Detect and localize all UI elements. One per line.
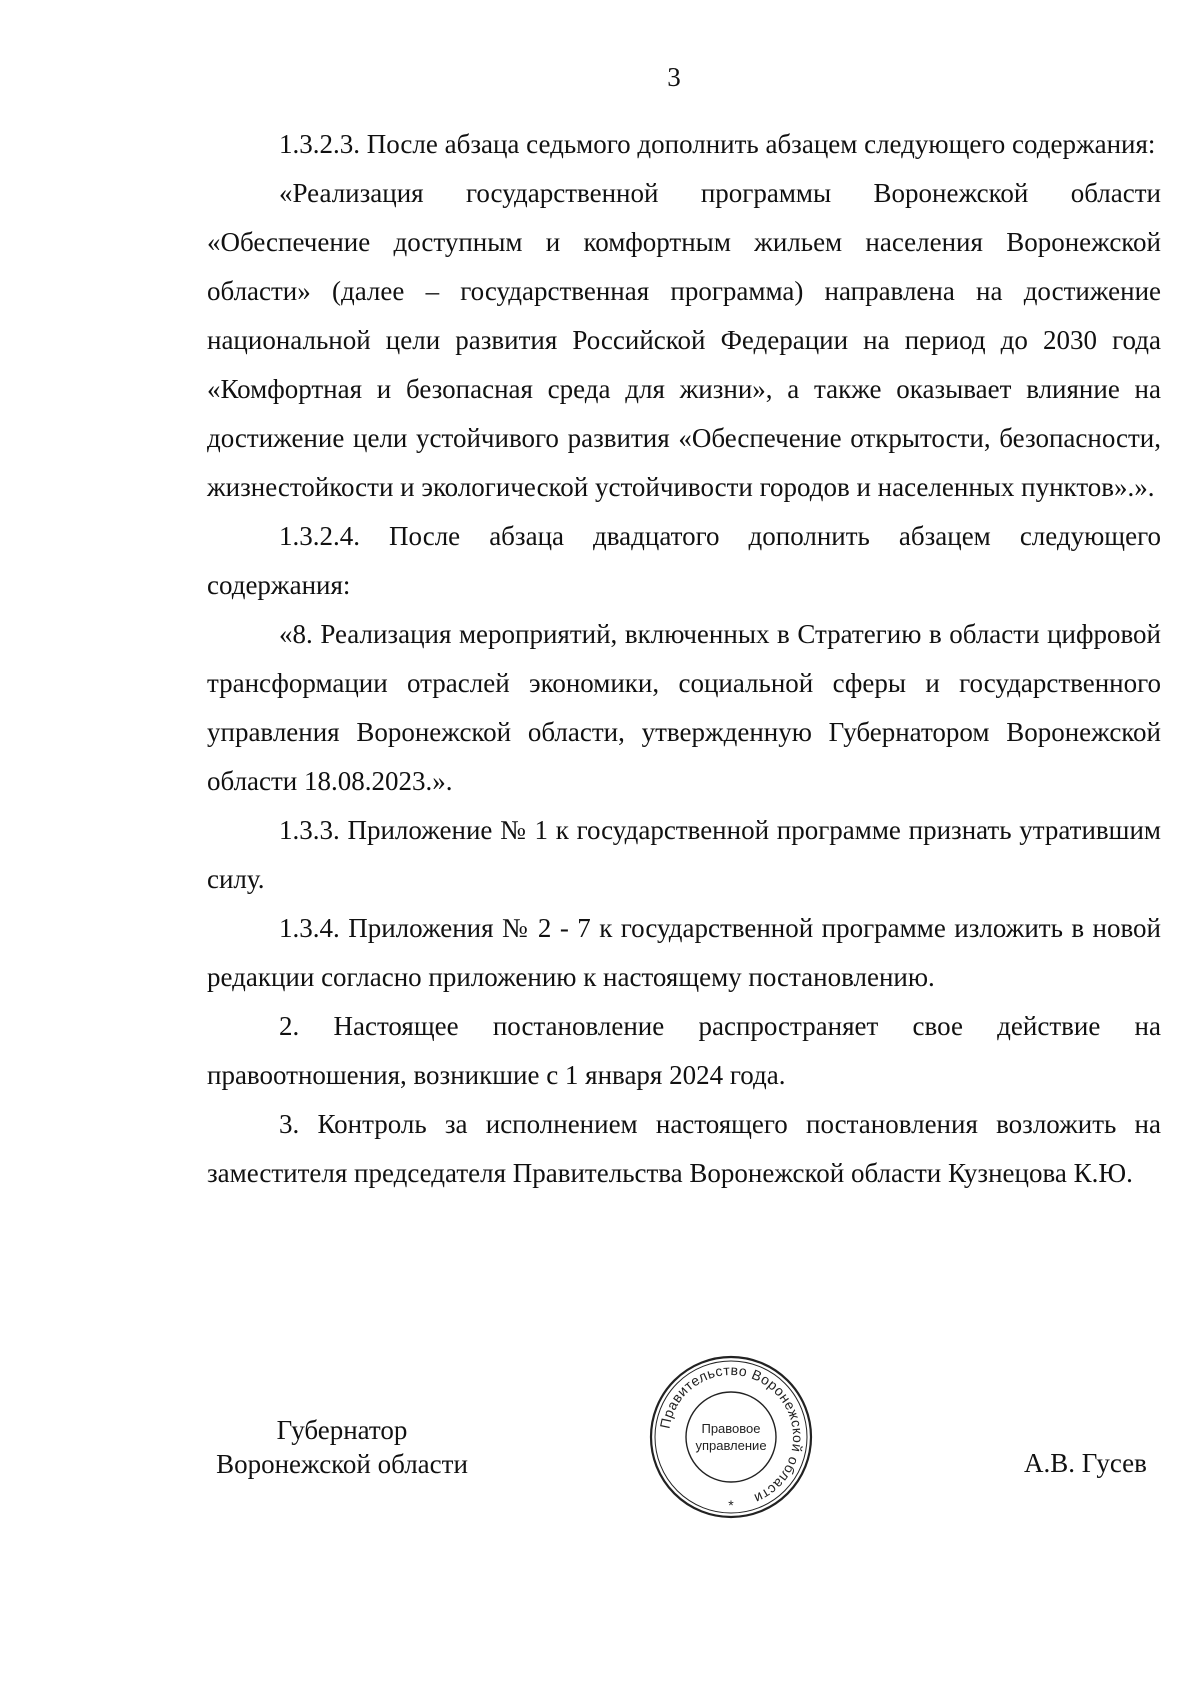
stamp-inner-ring-outer xyxy=(655,1361,807,1513)
signer-title xyxy=(207,1413,477,1481)
paragraph-3: 3. Контроль за исполнением настоящего постановления возложить на заместителя председателя Правительства Воронежской области Кузнецова К.Ю. xyxy=(207,1109,1161,1188)
paragraph-quote-item-8: «8. Реализация мероприятий, включенных в Стратегию в области цифровой трансформации отраслей экономики, социальной сферы и государственного управления Воронежской области, утвержденную Губернатором Воронежской области 18.08.2023.». xyxy=(207,619,1161,796)
document-body xyxy=(207,120,1161,1198)
stamp-center-line2: управление xyxy=(695,1438,767,1453)
paragraph-1-3-2-4: 1.3.2.4. После абзаца двадцатого дополнить абзацем следующего содержания: xyxy=(207,521,1161,600)
stamp-center-line1: Правовое xyxy=(701,1421,761,1436)
signer-title-line2: Воронежской области xyxy=(216,1449,468,1479)
paragraph-1-3-3: 1.3.3. Приложение № 1 к государственной программе признать утратившим силу. xyxy=(207,815,1161,894)
signer-title-line1: Губернатор xyxy=(276,1415,408,1445)
signer-name: А.В. Гусев xyxy=(1024,1448,1147,1478)
stamp-ring-text: Правительство Воронежской области xyxy=(656,1361,807,1507)
stamp-star: * xyxy=(728,1497,734,1513)
stamp-outer-ring xyxy=(651,1357,811,1517)
paragraph-2: 2. Настоящее постановление распространяет свое действие на правоотношения, возникшие с 1 января 2024 года. xyxy=(207,1011,1161,1090)
page-number: 3 xyxy=(667,62,681,92)
official-stamp xyxy=(648,1354,814,1520)
paragraph-1-3-2-3: 1.3.2.3. После абзаца седьмого дополнить абзацем следующего содержания: xyxy=(279,129,1156,159)
paragraph-quote-program-goal: «Реализация государственной программы Воронежской области «Обеспечение доступным и комфортным жильем населения Воронежской области» (далее – государственная программа) направлена на достижение национальной цели развития Российской Федерации на период до 2030 года «Комфортная и безопасная среда для жизни», а также оказывает влияние на достижение цели устойчивого развития «Обеспечение открытости, безопасности, жизнестойкости и экологической устойчивости городов и населенных пунктов».». xyxy=(207,178,1161,502)
stamp-inner-ring xyxy=(686,1392,776,1482)
paragraph-1-3-4: 1.3.4. Приложения № 2 - 7 к государственной программе изложить в новой редакции согласно приложению к настоящему постановлению. xyxy=(207,913,1161,992)
